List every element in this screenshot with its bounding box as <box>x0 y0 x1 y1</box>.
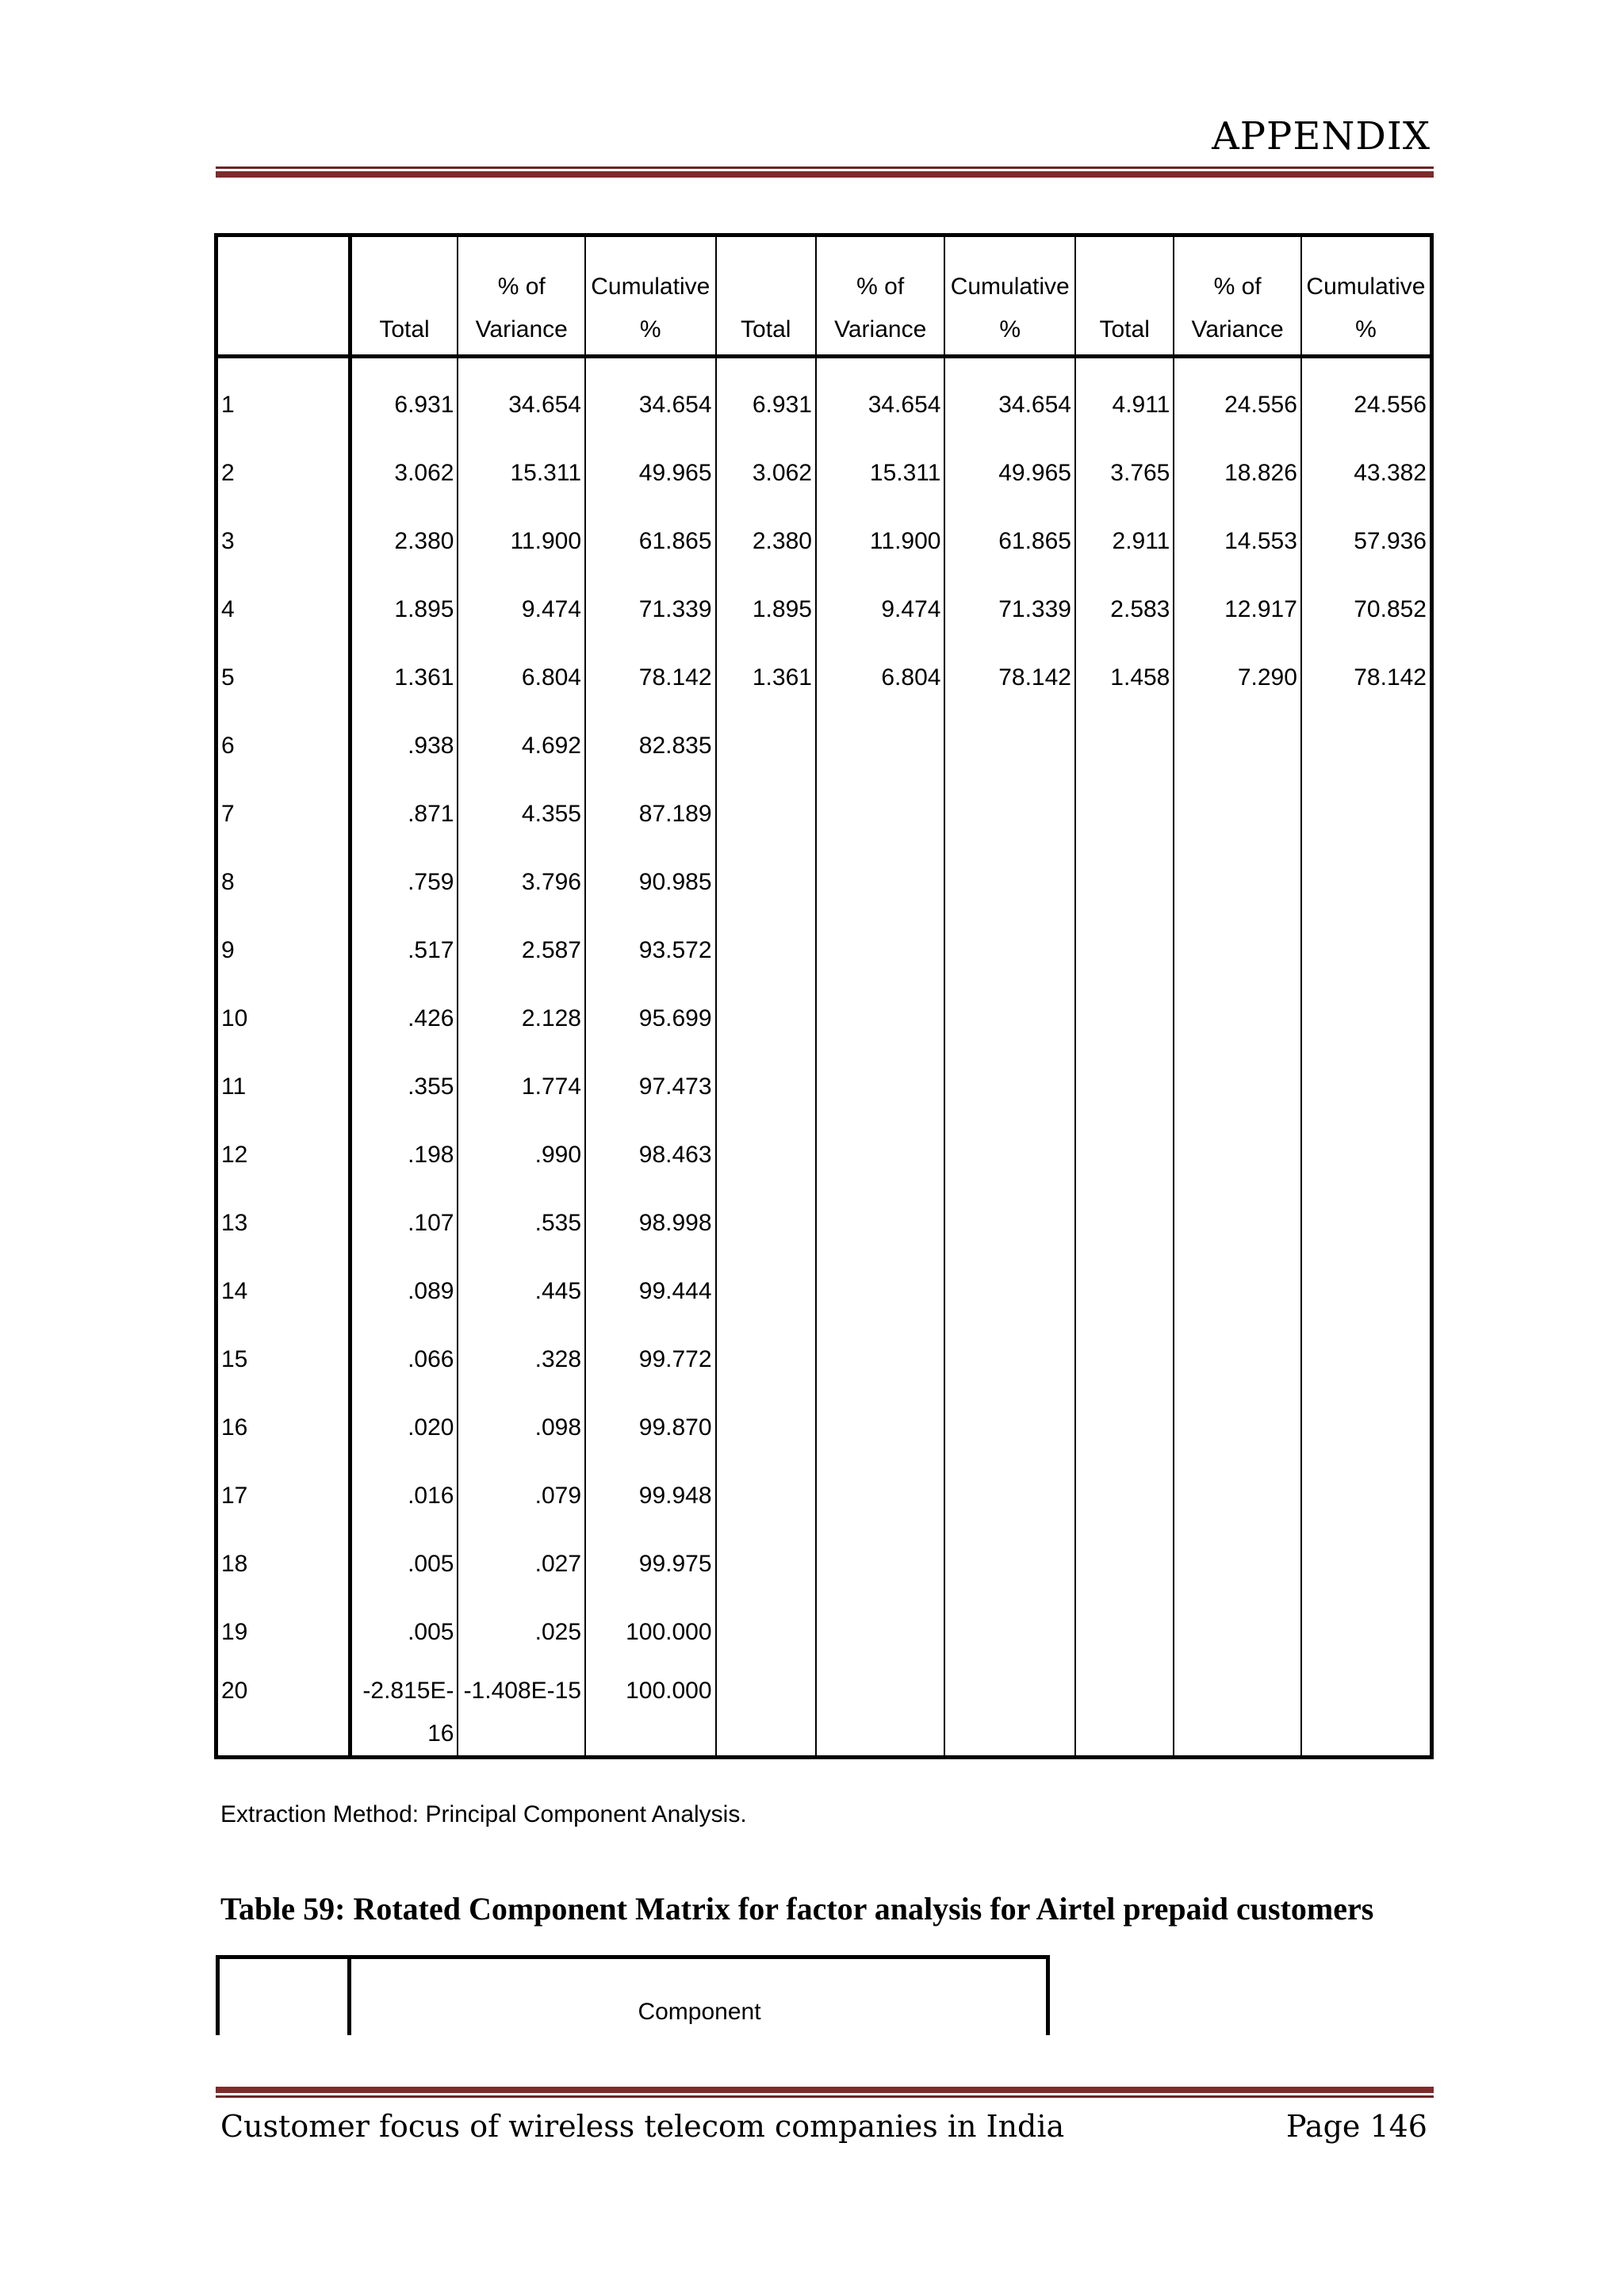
table-cell: 34.654 <box>944 357 1075 440</box>
table-cell: .535 <box>458 1189 585 1257</box>
table-cell <box>944 1530 1075 1598</box>
table-cell: 71.339 <box>585 576 716 644</box>
table-cell: 2.911 <box>1075 507 1174 576</box>
component-number-cell: 20 <box>216 1667 350 1758</box>
table-cell <box>816 1053 945 1121</box>
table-cell: .328 <box>458 1326 585 1394</box>
table-row <box>216 644 1432 712</box>
component-number-cell: 14 <box>216 1257 350 1326</box>
table-cell <box>944 985 1075 1053</box>
table-row <box>216 1326 1432 1394</box>
table-cell <box>816 1462 945 1530</box>
table-cell <box>816 780 945 848</box>
component-header: Component <box>638 1999 761 2025</box>
table-cell: .079 <box>458 1462 585 1530</box>
component-number-cell: 13 <box>216 1189 350 1257</box>
header-cell: % of Variance <box>816 235 945 357</box>
table-row <box>216 1530 1432 1598</box>
table-cell: 15.311 <box>816 439 945 507</box>
table-cell: 78.142 <box>585 644 716 712</box>
table-cell <box>1075 712 1174 780</box>
component-number-cell: 2 <box>216 439 350 507</box>
table-cell <box>716 1394 816 1462</box>
table-cell <box>1301 1053 1432 1121</box>
table-cell <box>1301 712 1432 780</box>
table-cell: 34.654 <box>458 357 585 440</box>
table-cell: 1.774 <box>458 1053 585 1121</box>
table-cell: -1.408E-15 <box>458 1667 585 1758</box>
table-cell: 95.699 <box>585 985 716 1053</box>
header-cell: Total <box>716 235 816 357</box>
table-cell: 15.311 <box>458 439 585 507</box>
table-cell: 18.826 <box>1174 439 1301 507</box>
table-cell: .098 <box>458 1394 585 1462</box>
table-cell: 82.835 <box>585 712 716 780</box>
table-row <box>216 848 1432 916</box>
table-cell <box>816 848 945 916</box>
table-cell <box>1174 1189 1301 1257</box>
table-cell <box>1174 1121 1301 1189</box>
table-cell: 87.189 <box>585 780 716 848</box>
table-cell: 49.965 <box>944 439 1075 507</box>
table-cell <box>1174 780 1301 848</box>
table-cell <box>1174 712 1301 780</box>
table-cell: .005 <box>350 1530 458 1598</box>
table-cell: 98.463 <box>585 1121 716 1189</box>
table-row <box>216 780 1432 848</box>
table-cell <box>1174 916 1301 985</box>
table-cell <box>1174 848 1301 916</box>
table-cell <box>1075 1462 1174 1530</box>
component-number-cell: 12 <box>216 1121 350 1189</box>
table-cell <box>1075 1121 1174 1189</box>
header-cell: Total <box>350 235 458 357</box>
table-cell <box>1301 1189 1432 1257</box>
table-cell: 3.765 <box>1075 439 1174 507</box>
table-cell <box>1075 1530 1174 1598</box>
table-cell: .759 <box>350 848 458 916</box>
rotated-component-matrix-table <box>216 1955 1050 2035</box>
table-cell <box>1075 1257 1174 1326</box>
component-number-cell: 1 <box>216 357 350 440</box>
table-row <box>216 712 1432 780</box>
table-row <box>216 916 1432 985</box>
table-cell <box>1301 848 1432 916</box>
table-cell: 49.965 <box>585 439 716 507</box>
table-cell <box>816 1598 945 1667</box>
table-cell <box>1301 916 1432 985</box>
table-cell: 3.796 <box>458 848 585 916</box>
header-cell: % of Variance <box>1174 235 1301 357</box>
table-cell <box>944 1326 1075 1394</box>
component-number-cell: 10 <box>216 985 350 1053</box>
header-cell: Cumulative % <box>944 235 1075 357</box>
table-cell <box>944 1053 1075 1121</box>
table-cell: .089 <box>350 1257 458 1326</box>
table-cell: .938 <box>350 712 458 780</box>
table-cell: .027 <box>458 1530 585 1598</box>
table-cell: 99.870 <box>585 1394 716 1462</box>
table-cell <box>944 1598 1075 1667</box>
table-cell: 78.142 <box>944 644 1075 712</box>
table-cell <box>1301 1257 1432 1326</box>
table-cell: 2.128 <box>458 985 585 1053</box>
footer-document-title: Customer focus of wireless telecom companies in India <box>220 2109 1065 2144</box>
table-header-row <box>216 235 1432 357</box>
table-cell: 1.361 <box>350 644 458 712</box>
table-cell <box>1075 985 1174 1053</box>
table-cell: 70.852 <box>1301 576 1432 644</box>
table-cell: .355 <box>350 1053 458 1121</box>
table-row <box>216 1121 1432 1189</box>
component-number-cell: 3 <box>216 507 350 576</box>
table-cell: 34.654 <box>585 357 716 440</box>
table-cell: 9.474 <box>816 576 945 644</box>
table-cell <box>944 916 1075 985</box>
table-cell <box>716 1326 816 1394</box>
table-cell <box>716 1189 816 1257</box>
table-cell <box>1174 1394 1301 1462</box>
table-cell <box>816 1394 945 1462</box>
table-cell: 2.380 <box>350 507 458 576</box>
table-cell: 78.142 <box>1301 644 1432 712</box>
table-row <box>216 1462 1432 1530</box>
table-cell: 11.900 <box>816 507 945 576</box>
table-cell: .517 <box>350 916 458 985</box>
component-number-cell: 18 <box>216 1530 350 1598</box>
table-cell: 4.355 <box>458 780 585 848</box>
table-cell <box>944 1394 1075 1462</box>
table-cell <box>1301 1394 1432 1462</box>
table-cell: 100.000 <box>585 1667 716 1758</box>
table-cell: 34.654 <box>816 357 945 440</box>
table-cell <box>716 1053 816 1121</box>
table-cell <box>1075 1394 1174 1462</box>
header-cell: Total <box>1075 235 1174 357</box>
table-cell: .445 <box>458 1257 585 1326</box>
component-number-cell: 7 <box>216 780 350 848</box>
table-cell: 99.948 <box>585 1462 716 1530</box>
table-cell: .198 <box>350 1121 458 1189</box>
component-number-cell: 17 <box>216 1462 350 1530</box>
table-row <box>216 985 1432 1053</box>
table-cell: 61.865 <box>944 507 1075 576</box>
component-number-cell: 11 <box>216 1053 350 1121</box>
table-cell: 1.458 <box>1075 644 1174 712</box>
table-cell: 1.361 <box>716 644 816 712</box>
table-cell <box>716 916 816 985</box>
table-cell <box>716 1462 816 1530</box>
table-cell <box>944 1189 1075 1257</box>
table-cell <box>944 1462 1075 1530</box>
table-row <box>216 1394 1432 1462</box>
table-cell: 93.572 <box>585 916 716 985</box>
table-cell: 24.556 <box>1174 357 1301 440</box>
table-cell <box>1174 1257 1301 1326</box>
page-header-title: APPENDIX <box>1212 114 1431 159</box>
table-cell <box>944 1257 1075 1326</box>
component-number-cell: 15 <box>216 1326 350 1394</box>
table-cell: -2.815E-16 <box>350 1667 458 1758</box>
table-cell <box>816 1530 945 1598</box>
component-number-cell: 4 <box>216 576 350 644</box>
table-cell <box>1301 1462 1432 1530</box>
table-row <box>216 1667 1432 1758</box>
component-number-cell: 5 <box>216 644 350 712</box>
table-cell <box>1075 1667 1174 1758</box>
table-cell <box>1174 1053 1301 1121</box>
table-cell: 2.583 <box>1075 576 1174 644</box>
table-cell <box>1174 1326 1301 1394</box>
table-cell <box>944 1121 1075 1189</box>
header-cell: Cumulative % <box>1301 235 1432 357</box>
table-cell <box>816 985 945 1053</box>
table-cell: 6.804 <box>458 644 585 712</box>
table-cell: 3.062 <box>716 439 816 507</box>
table-cell <box>816 1257 945 1326</box>
table-cell <box>716 712 816 780</box>
component-number-cell: 8 <box>216 848 350 916</box>
table-cell: 12.917 <box>1174 576 1301 644</box>
table-cell <box>944 1667 1075 1758</box>
table-cell <box>816 1189 945 1257</box>
table-cell: .016 <box>350 1462 458 1530</box>
table-cell <box>816 1326 945 1394</box>
table-cell: 71.339 <box>944 576 1075 644</box>
table-cell: 97.473 <box>585 1053 716 1121</box>
table-cell: 61.865 <box>585 507 716 576</box>
table-cell <box>716 1598 816 1667</box>
table-cell: 14.553 <box>1174 507 1301 576</box>
table-cell: 3.062 <box>350 439 458 507</box>
table-cell: 100.000 <box>585 1598 716 1667</box>
component-number-cell: 6 <box>216 712 350 780</box>
table-cell <box>1075 1189 1174 1257</box>
table-cell: 7.290 <box>1174 644 1301 712</box>
table-cell: .020 <box>350 1394 458 1462</box>
table-row <box>216 357 1432 440</box>
table-cell: .107 <box>350 1189 458 1257</box>
table-cell <box>1301 1326 1432 1394</box>
table-cell: 9.474 <box>458 576 585 644</box>
table-cell: 99.444 <box>585 1257 716 1326</box>
table-cell: 98.998 <box>585 1189 716 1257</box>
table-row <box>216 439 1432 507</box>
table-cell: 24.556 <box>1301 357 1432 440</box>
table-row <box>216 1189 1432 1257</box>
table-cell: 1.895 <box>350 576 458 644</box>
table-row <box>216 1053 1432 1121</box>
table-cell <box>1075 1598 1174 1667</box>
table-cell <box>944 780 1075 848</box>
total-variance-table <box>214 233 1434 1759</box>
table-cell: 6.804 <box>816 644 945 712</box>
table-cell: 4.911 <box>1075 357 1174 440</box>
table-cell: .025 <box>458 1598 585 1667</box>
header-rule <box>216 166 1434 178</box>
footer-rule <box>216 2087 1434 2098</box>
header-cell: Cumulative % <box>585 235 716 357</box>
table-cell: 11.900 <box>458 507 585 576</box>
table-cell: .871 <box>350 780 458 848</box>
table-cell <box>1075 848 1174 916</box>
table-cell: 6.931 <box>350 357 458 440</box>
table-cell <box>816 916 945 985</box>
table-cell <box>1174 985 1301 1053</box>
table-cell: .426 <box>350 985 458 1053</box>
table-cell: 99.772 <box>585 1326 716 1394</box>
table-cell <box>1174 1530 1301 1598</box>
table-cell <box>1301 1530 1432 1598</box>
table-cell <box>816 712 945 780</box>
footer-page-number: Page 146 <box>1286 2109 1427 2144</box>
table-cell: 1.895 <box>716 576 816 644</box>
table-cell <box>1301 985 1432 1053</box>
table-cell: 57.936 <box>1301 507 1432 576</box>
table-cell <box>1301 1667 1432 1758</box>
table-cell <box>1075 1053 1174 1121</box>
table-cell: .990 <box>458 1121 585 1189</box>
table-cell <box>816 1121 945 1189</box>
component-number-cell: 9 <box>216 916 350 985</box>
table-cell: 99.975 <box>585 1530 716 1598</box>
table-cell <box>716 1667 816 1758</box>
table-cell: 2.587 <box>458 916 585 985</box>
header-cell: % of Variance <box>458 235 585 357</box>
table-row <box>216 1598 1432 1667</box>
table-cell: 2.380 <box>716 507 816 576</box>
table-row <box>216 576 1432 644</box>
table-cell <box>1075 780 1174 848</box>
table-cell: 6.931 <box>716 357 816 440</box>
table-cell <box>1301 780 1432 848</box>
table-cell <box>716 780 816 848</box>
table-row <box>216 507 1432 576</box>
table-cell <box>944 848 1075 916</box>
table-cell <box>1075 916 1174 985</box>
component-number-cell: 19 <box>216 1598 350 1667</box>
extraction-method-note: Extraction Method: Principal Component Analysis. <box>220 1801 747 1827</box>
table-cell <box>816 1667 945 1758</box>
table-cell <box>1075 1326 1174 1394</box>
table-cell: .005 <box>350 1598 458 1667</box>
table-cell <box>1301 1598 1432 1667</box>
table-cell <box>716 1121 816 1189</box>
table-cell: 90.985 <box>585 848 716 916</box>
table-caption: Table 59: Rotated Component Matrix for factor analysis for Airtel prepaid customers <box>220 1891 1374 1927</box>
table-cell <box>716 985 816 1053</box>
table-cell <box>1174 1462 1301 1530</box>
component-number-cell: 16 <box>216 1394 350 1462</box>
table-cell <box>716 1257 816 1326</box>
table-cell <box>1301 1121 1432 1189</box>
table-cell <box>1174 1598 1301 1667</box>
table-cell <box>1174 1667 1301 1758</box>
table-cell: 43.382 <box>1301 439 1432 507</box>
table-cell: .066 <box>350 1326 458 1394</box>
table-cell: 4.692 <box>458 712 585 780</box>
table-cell <box>944 712 1075 780</box>
table-cell <box>716 848 816 916</box>
table-cell <box>716 1530 816 1598</box>
table-row <box>216 1257 1432 1326</box>
header-cell <box>216 235 350 357</box>
